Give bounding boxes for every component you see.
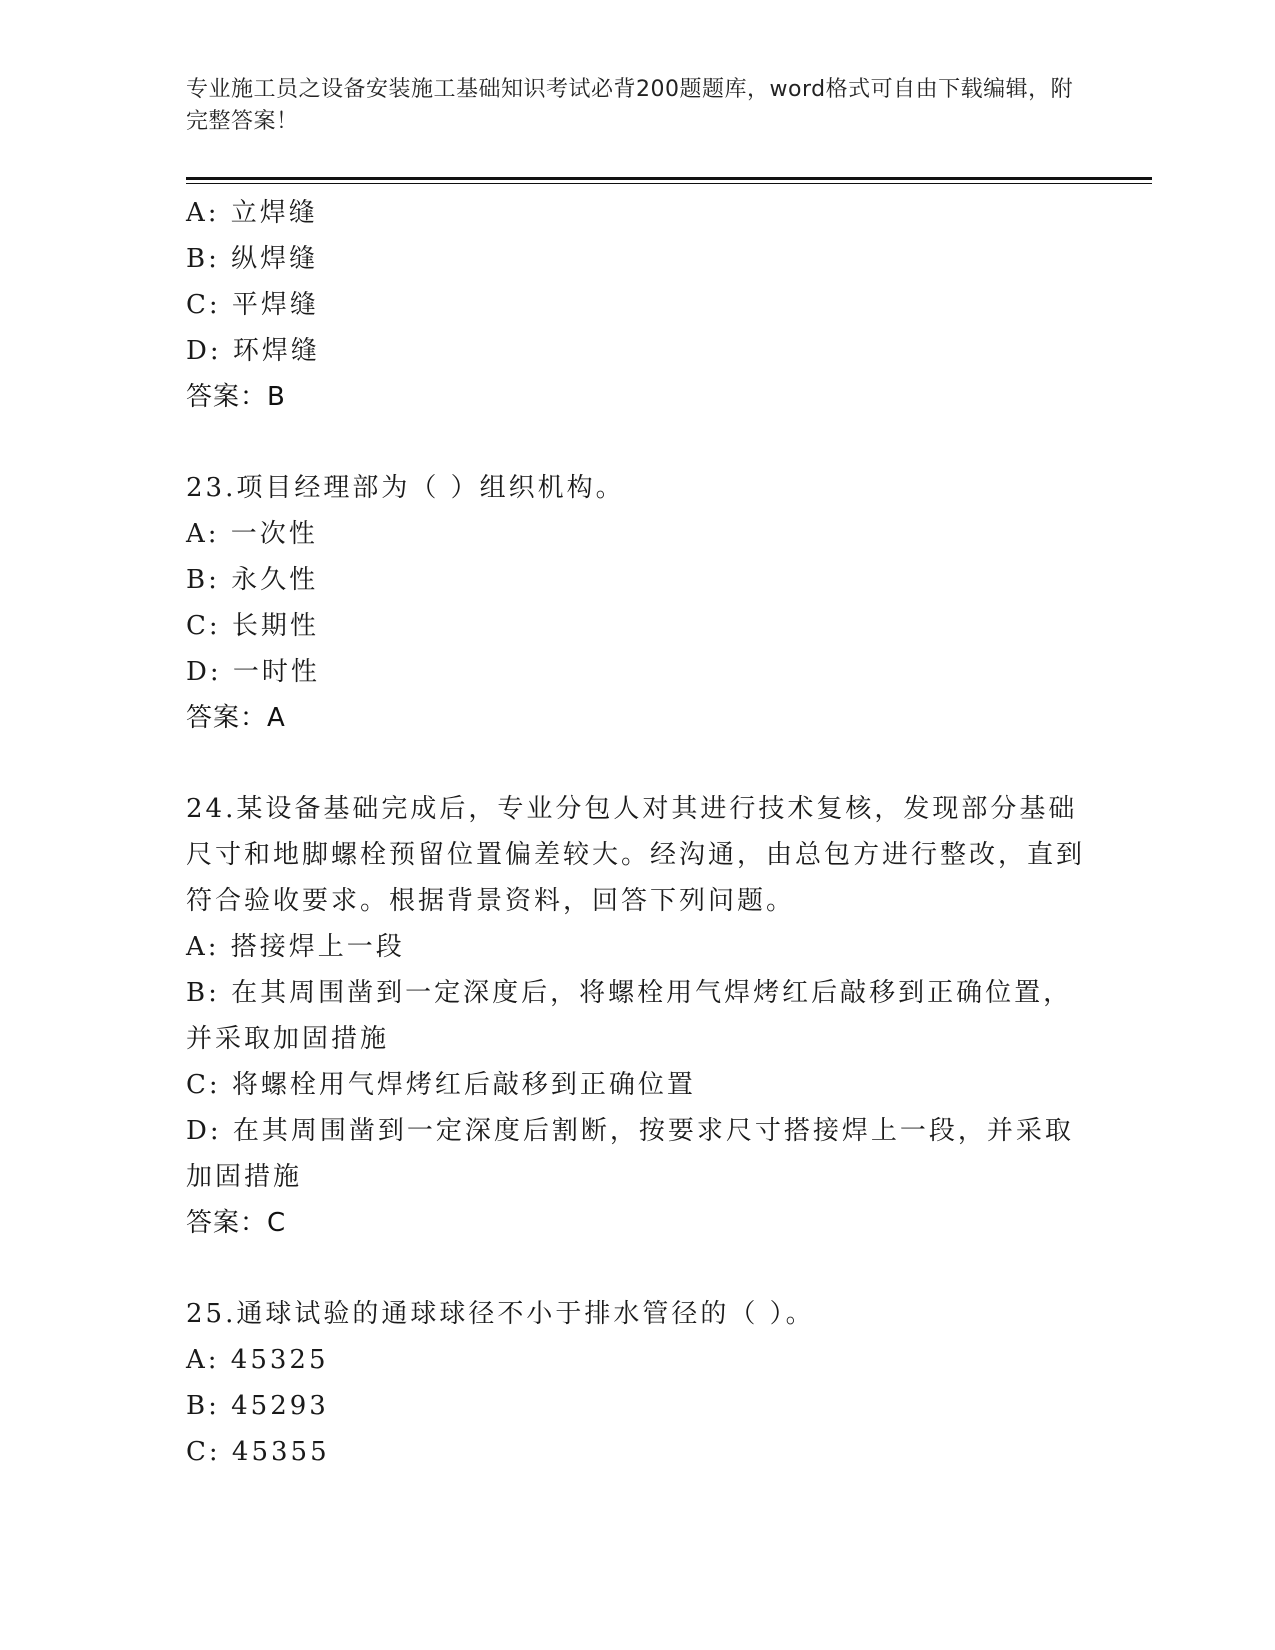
option-d: D: 一时性: [186, 657, 320, 687]
option-c: C: 平焊缝: [186, 290, 319, 320]
answer-line: 答案：A: [186, 703, 286, 733]
question-block-24: [186, 786, 1086, 1246]
answer-line: 答案：C: [186, 1208, 287, 1238]
option-a: A: 立焊缝: [186, 198, 318, 228]
spacer: [186, 420, 1086, 465]
option-a: A: 搭接焊上一段: [186, 932, 405, 962]
option-c: C: 45355: [186, 1437, 330, 1467]
option-a: A: 45325: [186, 1345, 329, 1375]
question-block-23: [186, 465, 1086, 741]
question-list: [186, 190, 1086, 1475]
option-a: A: 一次性: [186, 519, 318, 549]
spacer: [186, 741, 1086, 786]
question-block-25: [186, 1291, 1086, 1475]
document-header: [186, 74, 1086, 138]
answer-line: 答案：B: [186, 382, 286, 412]
header-rule-thin: [186, 183, 1152, 184]
spacer: [186, 1246, 1086, 1291]
option-b: B: 在其周围凿到一定深度后，将螺栓用气焊烤红后敲移到正确位置，并采取加固措施: [186, 978, 1073, 1054]
document-title: 专业施工员之设备安装施工基础知识考试必背200题题库，word格式可自由下载编辑，附完整答案！: [186, 77, 1074, 134]
option-b: B: 纵焊缝: [186, 244, 319, 274]
option-d: D: 在其周围凿到一定深度后割断，按要求尺寸搭接焊上一段，并采取加固措施: [186, 1116, 1074, 1192]
option-b: B: 永久性: [186, 565, 319, 595]
option-c: C: 长期性: [186, 611, 319, 641]
header-rule-thick: [186, 177, 1152, 180]
option-d: D: 环焊缝: [186, 336, 320, 366]
question-text: 24.某设备基础完成后，专业分包人对其进行技术复核，发现部分基础尺寸和地脚螺栓预留位置偏差较大。经沟通，由总包方进行整改，直到符合验收要求。根据背景资料，回答下列问题。: [186, 794, 1086, 916]
question-block-22: [186, 190, 1086, 420]
question-text: 23.项目经理部为（ ）组织机构。: [186, 473, 625, 503]
option-c: C: 将螺栓用气焊烤红后敲移到正确位置: [186, 1070, 696, 1100]
question-text: 25.通球试验的通球球径不小于排水管径的（ ）。: [186, 1299, 815, 1329]
option-b: B: 45293: [186, 1391, 329, 1421]
